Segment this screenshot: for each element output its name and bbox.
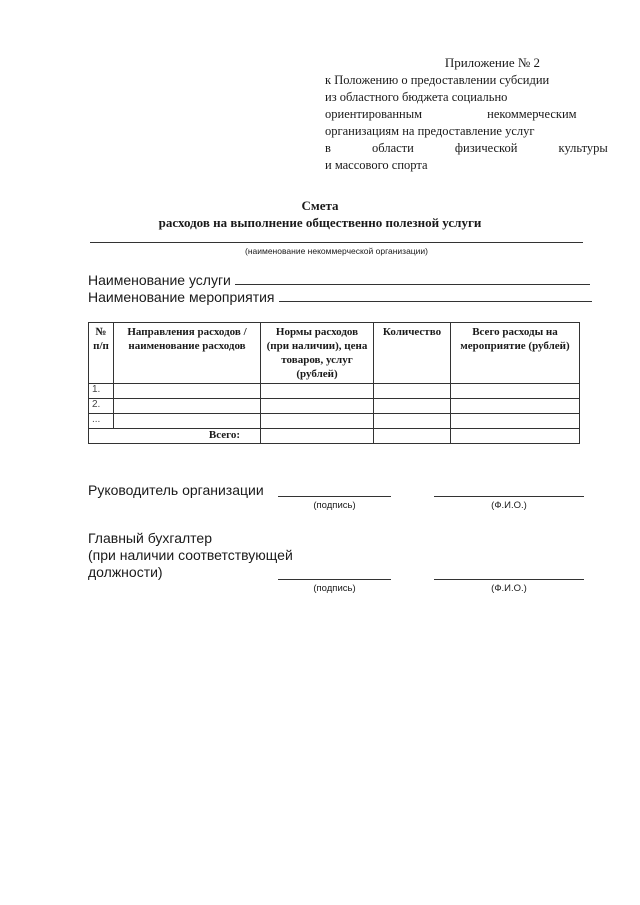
- appendix-line: и массового спорта: [325, 158, 428, 172]
- accountant-label: [88, 530, 293, 581]
- table-cell[interactable]: [261, 399, 374, 414]
- head-name-line[interactable]: [434, 496, 584, 497]
- table-row: [89, 399, 580, 414]
- event-name-label: Наименование мероприятия: [88, 289, 275, 305]
- table-cell[interactable]: [114, 399, 261, 414]
- event-name-field[interactable]: [88, 289, 592, 305]
- table-cell[interactable]: [451, 399, 580, 414]
- table-row: [89, 384, 580, 399]
- column-header-quantity: Количество: [374, 323, 451, 384]
- table-cell[interactable]: [451, 384, 580, 399]
- document-subtitle: расходов на выполнение общественно полезной услуги: [158, 215, 482, 230]
- event-name-line[interactable]: [279, 300, 592, 302]
- appendix-line: [325, 89, 590, 106]
- table-cell[interactable]: [451, 429, 580, 444]
- accountant-label-line: (при наличии соответствующей: [88, 547, 293, 563]
- row-number: ...: [89, 414, 114, 429]
- cost-estimate-table: [88, 322, 580, 444]
- appendix-title: Приложение № 2: [444, 55, 540, 70]
- table-cell[interactable]: [261, 414, 374, 429]
- table-header-row: [89, 323, 580, 384]
- appendix-block: [325, 54, 608, 174]
- accountant-name-line[interactable]: [434, 579, 584, 580]
- table-row: [89, 414, 580, 429]
- table-cell[interactable]: [374, 399, 451, 414]
- table-cell[interactable]: [261, 429, 374, 444]
- appendix-line: ориентированным некоммерческим: [325, 107, 577, 121]
- row-number: 2.: [89, 399, 114, 414]
- column-header-total: Всего расходы на мероприятие (рублей): [451, 323, 580, 384]
- appendix-line: организациям на предоставление услуг: [325, 124, 535, 138]
- accountant-label-line: Главный бухгалтер: [88, 530, 212, 546]
- column-header-directions: Направления расходов / наименование расходов: [114, 323, 261, 384]
- table-cell[interactable]: [114, 384, 261, 399]
- document-title: Смета: [301, 198, 339, 213]
- total-label: Всего:: [89, 429, 261, 444]
- service-name-line[interactable]: [235, 283, 590, 285]
- column-header-number: № п/п: [89, 323, 114, 384]
- organization-name-line[interactable]: [90, 242, 583, 243]
- accountant-name-caption: (Ф.И.О.): [491, 583, 527, 594]
- appendix-line: в области физической культуры: [325, 141, 608, 155]
- table-cell[interactable]: [374, 414, 451, 429]
- head-label: Руководитель организации: [88, 482, 264, 498]
- appendix-word: из областного бюджета социально: [325, 90, 508, 104]
- service-name-field[interactable]: [88, 272, 590, 288]
- column-header-norms: Нормы расходов (при наличии), цена товаров, услуг (рублей): [261, 323, 374, 384]
- head-signature-caption: (подпись): [313, 500, 356, 511]
- accountant-signature-line[interactable]: [278, 579, 391, 580]
- table-total-row: [89, 429, 580, 444]
- head-name-caption: (Ф.И.О.): [491, 500, 527, 511]
- head-signature-line[interactable]: [278, 496, 391, 497]
- table-cell[interactable]: [451, 414, 580, 429]
- table-cell[interactable]: [114, 414, 261, 429]
- accountant-signature-caption: (подпись): [313, 583, 356, 594]
- organization-caption: (наименование некоммерческой организации): [244, 246, 428, 256]
- row-number: 1.: [89, 384, 114, 399]
- table-cell[interactable]: [374, 429, 451, 444]
- table-cell[interactable]: [261, 384, 374, 399]
- service-name-label: Наименование услуги: [88, 272, 231, 288]
- appendix-line: к Положению о предоставлении субсидии: [325, 73, 550, 87]
- table-cell[interactable]: [374, 384, 451, 399]
- accountant-label-line: должности): [88, 564, 163, 580]
